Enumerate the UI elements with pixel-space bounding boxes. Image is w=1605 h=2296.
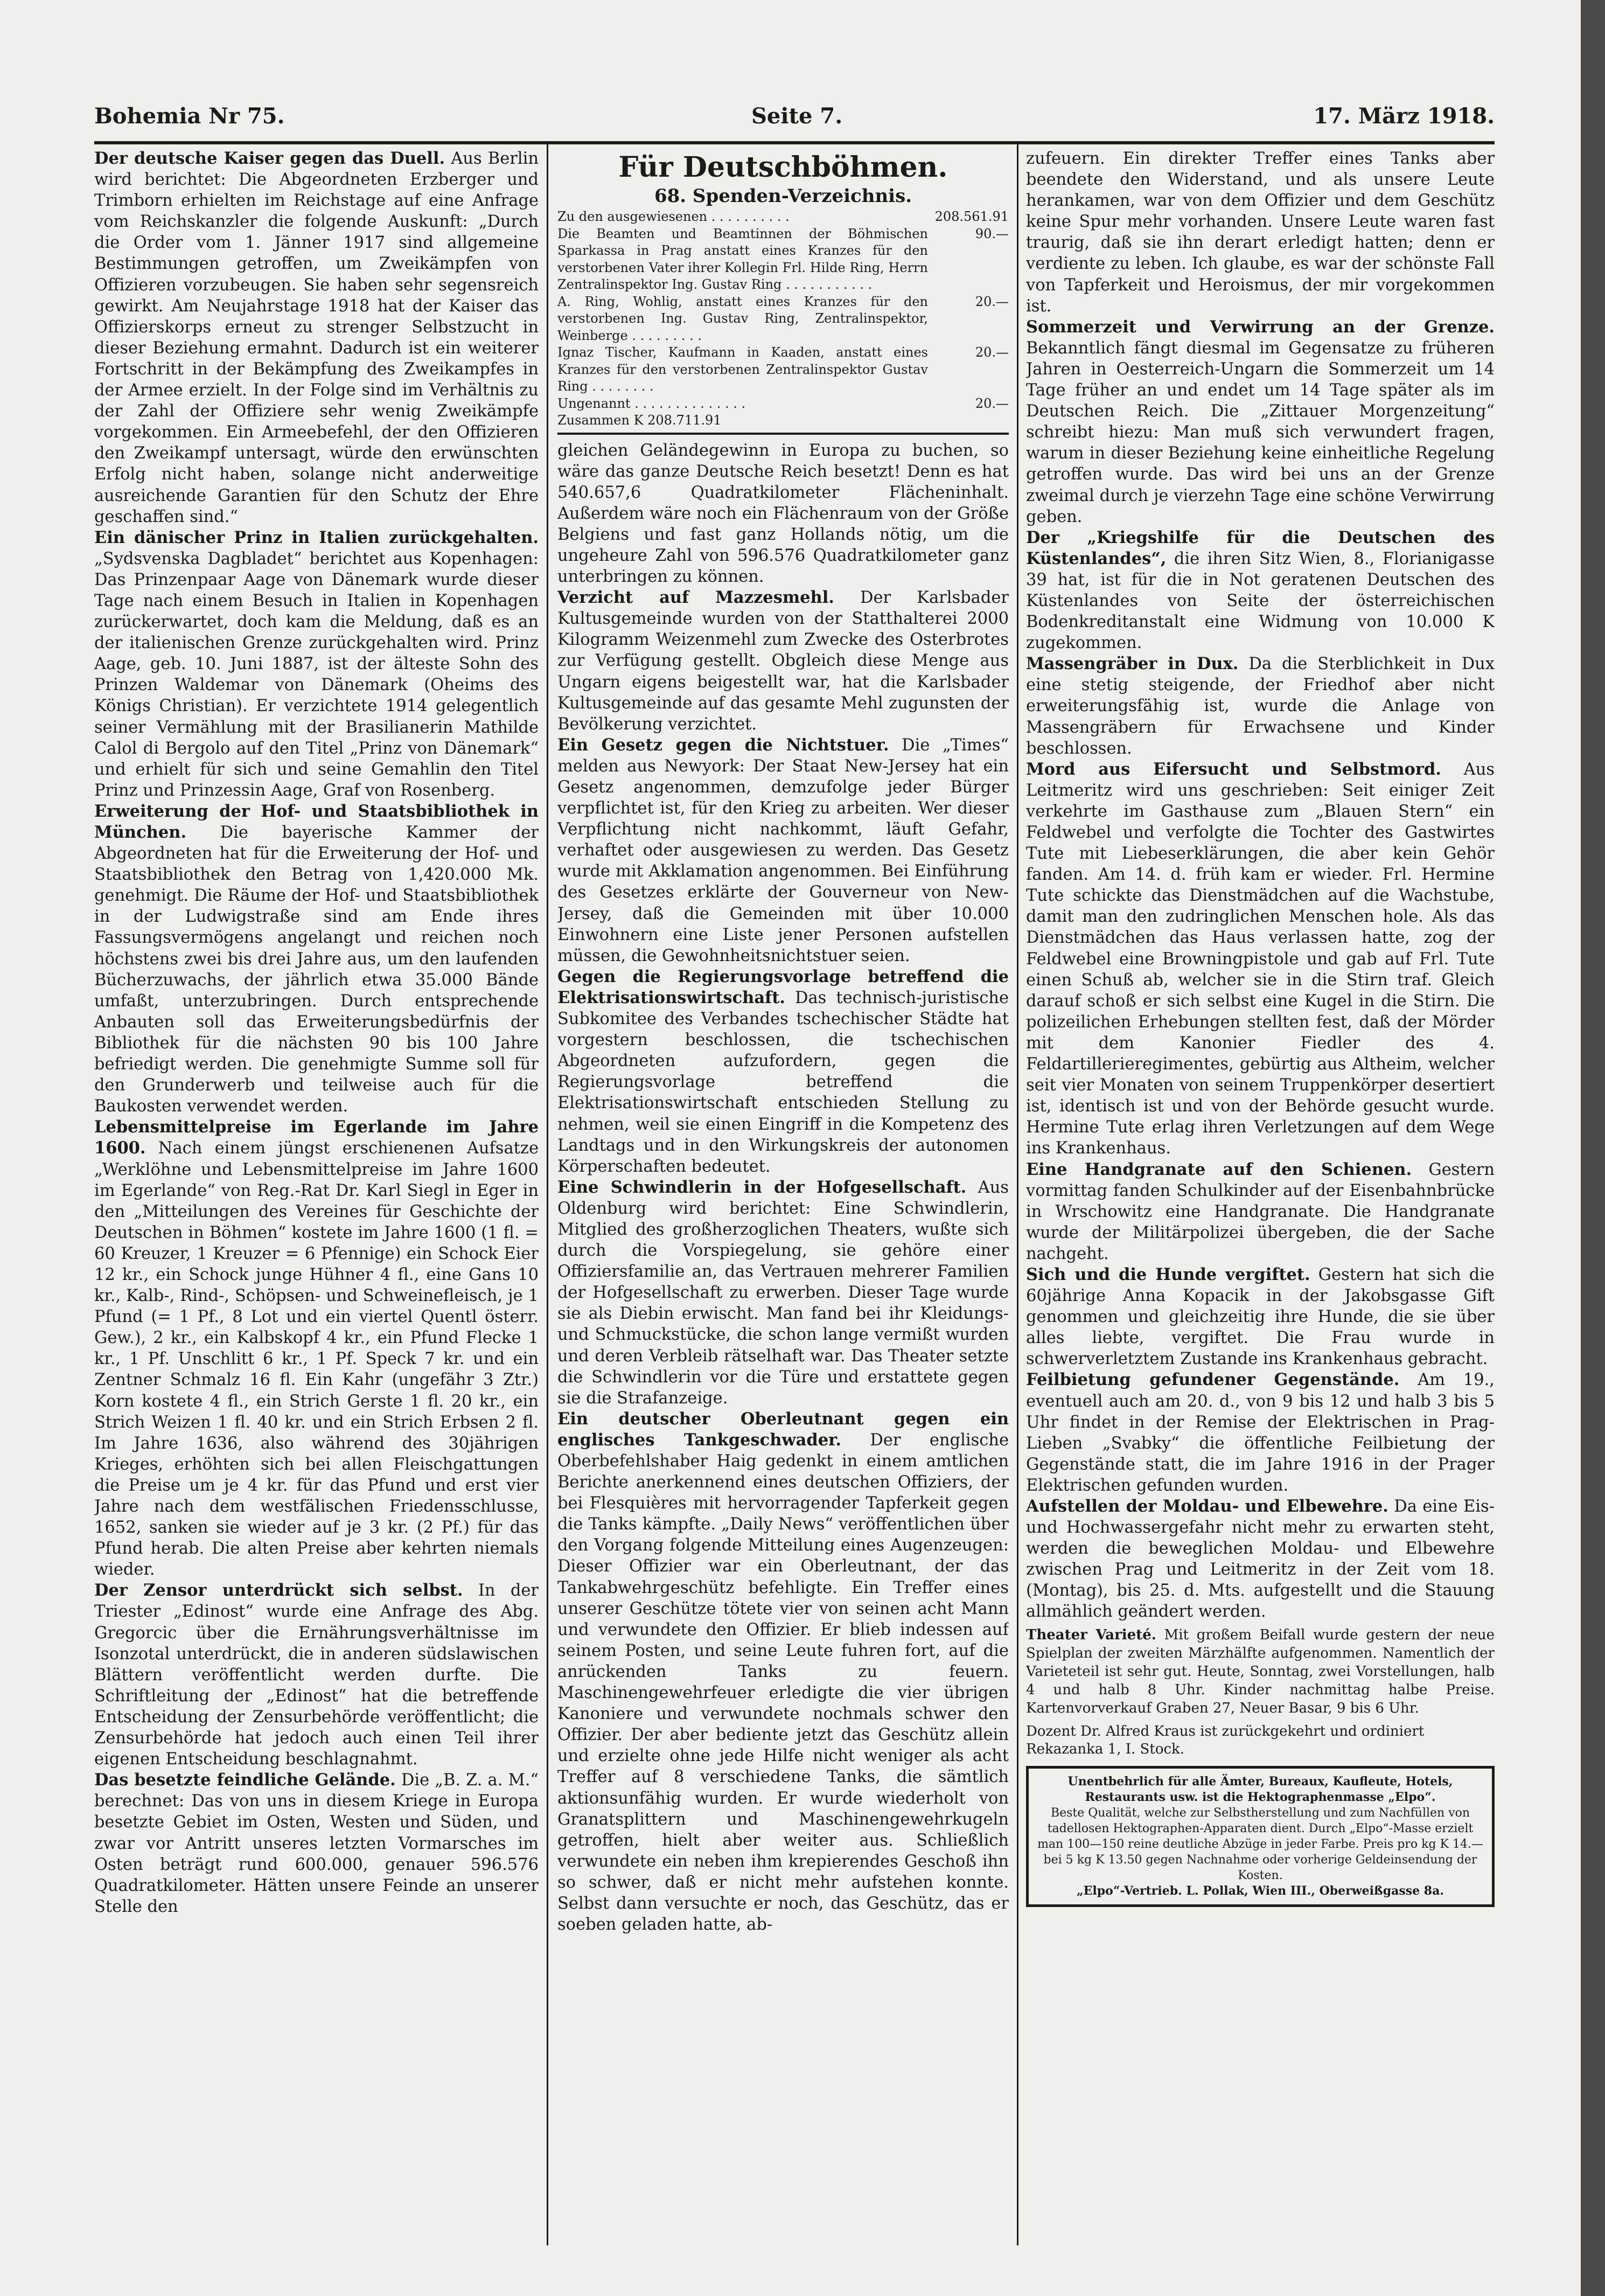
article <box>1026 148 1495 317</box>
article-body: Der englische Oberbefehlshaber Haig gedenkt in einem amtlichen Berichte anerkennend eines deutschen Offiziers, der bei Flesquières mit hervorragender Tapferkeit gegen die Tanks kämpfte. „Daily News“ veröffentlichen über den Vorgang folgende Mitteilung eines Augenzeugen: Dieser Offizier war ein Oberleutnant, der das Tankabwehrgeschütz befehligte. Ein Treffer eines unserer Geschütze tötete vier von seinen acht Mann und verwundete den Offizier. Er blieb indessen auf seinem Posten, und seine Leute fuhren fort, auf die anrückenden Tanks zu feuern. Maschinengewehrfeuer erledigte die vier übrigen Kanoniere und verwundete nochmals schwer den Offizier. Der aber bediente jetzt das Geschütz allein und erzielte ohne jede Hilfe nicht weniger als acht Treffer auf 8 verschiedene Tanks, die sämtlich aktionsunfähig wurden. Er wurde wiederholt von Granatsplittern und Maschinengewehrkugeln getroffen, hielt aber weiter aus. Schließlich verwundete ein neben ihm krepierendes Geschoß ihn so schwer, daß er nicht mehr aufstehen konnte. Selbst dann versuchte er noch, das Geschütz, das er soeben geladen hatte, ab- <box>557 1430 1009 1935</box>
header-rule <box>94 141 1495 144</box>
article-body: Nach einem jüngst erschienenen Aufsatze „Werklöhne und Lebensmittelpreise im Jahre 1600 im Egerlande“ von Reg.-Rat Dr. Karl Siegl in Eger in den „Mitteilungen des Vereines für Geschichte der Deutschen in Böhmen“ kostete im Jahre 1600 (1 fl. = 60 Kreuzer, 1 Kreuzer = 6 Pfennige) ein Schock Eier 12 kr., ein Schock junge Hühner 4 fl., eine Gans 10 kr., Kalb-, Rind-, Schöpsen- und Schweinefleisch, je 1 Pfund (= 1 Pf., 8 Lot und ein viertel Quentl österr. Gew.), 2 kr., ein Kalbskopf 4 kr., ein Pfund Flecke 1 kr., 1 Pf. Unschlitt 6 kr., 1 Pf. Speck 7 kr. und ein Zentner Schmalz 16 fl. Ein Kahr (ungefähr 3 Ztr.) Korn kostete 4 fl., ein Strich Gerste 1 fl. 20 kr., ein Strich Weizen 1 fl. 40 kr. und ein Strich Erbsen 2 fl. Im Jahre 1636, also während des 30jährigen Krieges, erhöhten sich bei allen Fleischgattungen die Preise um je 4 kr. für das Pfund und erst vier Jahre nach dem westfälischen Friedensschlusse, 1652, sanken sie wieder auf je 3 kr. (2 Pf.) für das Pfund herab. Die alten Preise aber kehrten niemals wieder. <box>94 1139 539 1580</box>
article-headline: Gegen die Regierungsvorlage betreffend die Elektrisationswirtschaft. <box>557 966 1009 1007</box>
article-body: Die „Times“ melden aus Newyork: Der Staat New-Jersey hat ein Gesetz angenommen, demzufolge jeder Bürger verpflichtet ist, für den Krieg zu arbeiten. Wer dieser Verpflichtung nicht nachkommt, läuft Gefahr, verhaftet oder ausgewiesen zu werden. Das Gesetz wurde mit Akklamation angenommen. Bei Einführung des Gesetzes erklärte der Gouverneur von New-Jersey, daß die Gemeinden mit über 10.000 Einwohnern eine Liste jener Personen aufstellen müssen, die Gewohnheitsnichtstuer seien. <box>557 735 1009 965</box>
article <box>1026 527 1495 654</box>
article-body: Das technisch-juristische Subkomitee des Verbandes tschechischer Städte hat vorgestern beschlossen, die tschechischen Abgeordneten aufzufordern, gegen die Regierungsvorlage betreffend die Elektrisationswirtschaft entschieden Stellung zu nehmen, weil sie einen Eingriff in die Kompetenz des Landtags und in den Wirkungskreis der autonomen Körperschaften bedeutet. <box>557 988 1009 1176</box>
scan-margin <box>1581 0 1605 2296</box>
article-headline: Eine Schwindlerin in der Hofgesellschaft. <box>557 1177 967 1197</box>
article-headline: Der deutsche Kaiser gegen das Duell. <box>94 149 445 168</box>
article-body: Die bayerische Kammer der Abgeordneten hat für die Erweiterung der Hof- und Staatsbibliothek den Betrag von 1,420.000 Mk. genehmigt. Die Räume der Hof- und Staatsbibliothek in der Ludwigstraße sind am Ende ihres Fassungsvermögens angelangt und reichen noch höchstens zwei bis drei Jahre aus, um den laufenden Bücherzuwachs, der jährlich etwa 35.000 Bände umfaßt, unterzubringen. Durch entsprechende Anbauten soll das Erweiterungsbedürfnis der Bibliothek für die nächsten 90 bis 100 Jahre befriedigt werden. Die genehmigte Summe soll für den Grunderwerb und teilweise auch für die Baukosten verwendet werden. <box>94 823 539 1116</box>
article <box>94 1117 539 1580</box>
article-body: Gestern vormittag fanden Schulkinder auf der Eisenbahnbrücke in Wrschowitz eine Handgranate. Die Handgranate wurde der Militärpolizei übergeben, die der Sache nachgeht. <box>1026 1160 1495 1263</box>
article <box>94 1770 539 1917</box>
article <box>94 801 539 1117</box>
donation-total: Zusammen K 208.711.91 <box>557 413 722 428</box>
article <box>557 587 1009 735</box>
theater-notice-text: Mit großem Beifall wurde gestern der neue Spielplan der zweiten Märzhälfte aufgenommen. Namentlich der Varieteteil ist sehr gut. Heute, Sonntag, zwei Vorstellungen, halb 4 und halb 8 Uhr. Kinder nachmittag halbe Preise. Kartenvorverkauf Graben 27, Neuer Basar, 9 bis 6 Uhr. <box>1026 1626 1495 1716</box>
article-headline: Der „Kriegshilfe für die Deutschen des Küstenlandes“, <box>1026 527 1495 568</box>
article <box>1026 1264 1495 1369</box>
article-headline: Massengräber in Dux. <box>1026 654 1239 674</box>
article <box>94 1580 539 1770</box>
article-body: Die „B. Z. a. M.“ berechnet: Das von uns in diesem Kriege in Europa besetzte Gebiet im Osten, Westen und Süden, und zwar vor Antritt unseres letzten Vormarsches im Osten beträgt rund 600.000, genauer 596.576 Quadratkilometer. Hätten unsere Feinde an unserer Stelle den <box>94 1771 539 1916</box>
donation-amount: 208.561.91 <box>934 209 1009 224</box>
donor-text: A. Ring, Wohlig, anstatt eines Kranzes für den verstorbenen Ing. Gustav Ring, Zentralinspektor, Weinberge . . . . . . . . . <box>557 294 928 343</box>
ad-lead: Unentbehrlich für alle Ämter, Bureaux, Kaufleute, Hotels, Restaurants usw. ist die Hektographenmasse „Elpo“. <box>1067 1774 1453 1804</box>
column-rule-2 <box>1017 144 1018 2245</box>
donation-amount: 20.— <box>975 294 1009 309</box>
donation-list <box>557 208 1009 412</box>
article <box>94 527 539 801</box>
donor-text: Die Beamten und Beamtinnen der Böhmischen Sparkassa in Prag anstatt eines Kranzes für den verstorbenen Vater ihrer Kollegin Frl. Hilde Ring, Herrn Zentralinspektor Ing. Gustav Ring . . . . . . . . . . . <box>557 226 928 292</box>
article-headline: Sommerzeit und Verwirrung an der Grenze. <box>1026 317 1495 337</box>
column-2-articles <box>557 440 1009 1936</box>
article-headline: Mord aus Eifersucht und Selbstmord. <box>1026 759 1441 779</box>
article-headline: Ein Gesetz gegen die Nichtstuer. <box>557 735 889 755</box>
donation-row <box>557 294 1009 345</box>
article <box>557 735 1009 966</box>
donor-text: Ungenannt . . . . . . . . . . . . . . <box>557 395 746 411</box>
article-headline: Feilbietung gefundener Gegenstände. <box>1026 1370 1400 1390</box>
article-headline: Eine Handgranate auf den Schienen. <box>1026 1159 1412 1179</box>
article-body: In der Triester „Edinost“ wurde eine Anfrage des Abg. Gregorcic über die Ernährungsverhältnisse im Isonzotal unterdrückt, die in anderen südslawischen Blättern veröffentlicht werden durfte. Die Schriftleitung der „Edinost“ hat die betreffende Entscheidung der Zensurbehörde veröffentlicht; die Zensurbehörde hat jedoch auch einen Teil ihrer eigenen Entscheidung beschlagnahmt. <box>94 1581 539 1769</box>
article-body: gleichen Geländegewinn in Europa zu buchen, so wäre das ganze Deutsche Reich besetzt! Denn es hat 540.657,6 Quadratkilometer Flächeninhalt. Außerdem wäre noch ein Flächenraum von der Größe Belgiens und fast ganz Hollands nötig, um die ungeheure Zahl von 596.576 Quadratkilometer ganz unterbringen zu können. <box>557 441 1009 587</box>
article-body: Gestern hat sich die 60jährige Anna Kopacik in der Jakobsgasse Gift genommen und gleichzeitig ihre Hunde, die sie über alles liebte, vergiftet. Die Frau wurde in schwerverletztem Zustande ins Krankenhaus gebracht. <box>1026 1265 1495 1369</box>
ad-vendor: „Elpo“-Vertrieb. L. Pollak, Wien III., Oberweißgasse 8a. <box>1076 1883 1444 1898</box>
article-headline: Erweiterung der Hof- und Staatsbibliothek in München. <box>94 801 539 842</box>
article <box>1026 759 1495 1159</box>
donor-text: Zu den ausgewiesenen . . . . . . . . . . <box>557 209 790 224</box>
article <box>557 966 1009 1177</box>
article-headline: Sich und die Hunde vergiftet. <box>1026 1264 1310 1284</box>
page-header <box>94 103 1495 141</box>
doctor-notice: Dozent Dr. Alfred Kraus ist zurückgekehrt und ordiniert Rekazanka 1, I. Stock. <box>1026 1723 1425 1757</box>
article <box>557 1409 1009 1935</box>
column-2 <box>557 148 1009 2255</box>
donation-list-subtitle: 68. Spenden-Verzeichnis. <box>654 185 912 207</box>
theater-notice-head: Theater Varieté. <box>1026 1626 1156 1643</box>
article-body: Aus Oldenburg wird berichtet: Eine Schwindlerin, Mitglied des großherzoglichen Theaters, wußte sich durch die Vorspiegelung, sie gehöre einer Offiziersfamilie an, das Vertrauen mehrerer Familien der Hofgesellschaft zu erwerben. Dieser Tage wurde sie als Diebin erwischt. Man fand bei ihr Kleidungs- und Schmuckstücke, die schon lange vermißt wurden und deren Verbleib rätselhaft war. Das Theater setzte die Schwindlerin vor die Türe und erstattete gegen sie die Strafanzeige. <box>557 1178 1009 1408</box>
article <box>1026 1369 1495 1496</box>
header-issue: Bohemia Nr 75. <box>94 103 285 129</box>
article-headline: Lebensmittelpreise im Egerlande im Jahre 1600. <box>94 1117 539 1158</box>
article-body: Da eine Eis- und Hochwassergefahr nicht mehr zu erwarten steht, werden die beweglichen Moldau- und Elbewehre zwischen Prag und Leitmeritz in der Zeit vom 18. (Montag), bis 25. d. Mts. aufgestellt und die Stauung allmählich geändert werden. <box>1026 1497 1495 1622</box>
article-body: Aus Leitmeritz wird uns geschrieben: Seit einiger Zeit verkehrte im Gasthause zum „Blauen Stern“ ein Feldwebel und verfolgte die Tochter des Gastwirtes Tute mit Liebeserklärungen, die aber kein Gehör fanden. Am 14. d. früh kam er wieder. Frl. Hermine Tute schickte das Dienstmädchen auf die Wachstube, damit man den zudringlichen Menschen hole. Als das Dienstmädchen das Haus verlassen hatte, zog der Feldwebel eine Browningpistole und gab auf Frl. Tute einen Schuß ab, welcher sie in die Stirn traf. Gleich darauf schoß er sich selbst eine Kugel in die Stirn. Die polizeilichen Erhebungen stellten fest, daß der Mörder mit dem Kanonier Fiedler des 4. Feldartillerieregimentes, gebürtig aus Altheim, welcher seit vier Monaten von seinem Truppenkörper desertiert ist, identisch ist und von der Behörde gesucht wurde. Hermine Tute erlag ihren Verletzungen auf dem Wege ins Krankenhaus. <box>1026 760 1495 1158</box>
article-body: Da die Sterblichkeit in Dux eine stetig steigende, der Friedhof aber nicht erweiterungsfähig ist, wurde die Anlage von Massengräbern für Erwachsene und Kinder beschlossen. <box>1026 655 1495 758</box>
theater-notice <box>1026 1626 1495 1717</box>
article <box>1026 317 1495 527</box>
article <box>1026 1496 1495 1623</box>
article-headline: Der Zensor unterdrückt sich selbst. <box>94 1581 463 1601</box>
column-1 <box>94 148 539 2255</box>
article <box>94 148 539 527</box>
article-headline: Das besetzte feindliche Gelände. <box>94 1770 396 1790</box>
donor-text: Ignaz Tischer, Kaufmann in Kaaden, anstatt eines Kranzes für den verstorbenen Zentralinspektor Gustav Ring . . . . . . . . <box>557 345 928 394</box>
donation-amount: 20.— <box>975 395 1009 411</box>
donation-list-title: Für Deutschböhmen. <box>618 151 948 184</box>
header-page-number: Seite 7. <box>751 103 843 129</box>
article-body: Bekanntlich fängt diesmal im Gegensatze zu früheren Jahren in Oesterreich-Ungarn die Sommerzeit um 14 Tage früher an und endet um 14 Tage später als im Deutschen Reich. Die „Zittauer Morgenzeitung“ schreibt hiezu: Man muß sich verwundert fragen, warum in dieser Beziehung keine einheitliche Regelung getroffen wurde. Das wird bei uns an der Grenze zweimal durch je vierzehn Tage eine schöne Verwirrung geben. <box>1026 338 1495 526</box>
article <box>557 1177 1009 1409</box>
donation-row <box>557 344 1009 395</box>
article-body: die ihren Sitz Wien, 8., Florianigasse 39 hat, ist für die in Not geratenen Deutschen des Küstenlandes von Seite der österreichischen Bodenkreditanstalt eine Widmung von 10.000 K zugekommen. <box>1026 549 1495 653</box>
advertisement-box <box>1026 1766 1495 1907</box>
donation-row <box>557 208 1009 226</box>
donation-amount: 90.— <box>975 226 1009 241</box>
article-headline: Aufstellen der Moldau- und Elbewehre. <box>1026 1497 1388 1516</box>
article <box>1026 1159 1495 1264</box>
article-headline: Ein deutscher Oberleutnant gegen ein englisches Tankgeschwader. <box>557 1409 1009 1450</box>
donation-amount: 20.— <box>975 345 1009 360</box>
column-3-articles <box>1026 148 1495 1623</box>
donation-list-rule <box>557 433 1009 435</box>
article-body: „Sydsvenska Dagbladet“ berichtet aus Kopenhagen: Das Prinzenpaar Aage von Dänemark wurde dieser Tage nach einem Besuch in Italien in Kopenhagen zurückerwartet, doch kam die Meldung, daß es an der italienischen Grenze zurückgehalten wird. Prinz Aage, geb. 10. Juni 1887, ist der älteste Sohn des Prinzen Waldemar von Dänemark (Oheims des Königs Christian). Er verzichtete 1914 gelegentlich seiner Vermählung mit der Brasilianerin Mathilde Calol di Bergolo auf den Titel „Prinz von Dänemark“ und erhielt für sich und seine Gemahlin den Titel Prinz und Prinzessin Aage, Graf von Rosenberg. <box>94 549 539 800</box>
article-body: Der Karlsbader Kultusgemeinde wurden von der Statthalterei 2000 Kilogramm Weizenmehl zum Zwecke des Osterbrotes zur Verfügung gestellt. Obgleich diese Menge aus Ungarn eigens beigestellt war, hat die Karlsbader Kultusgemeinde auf das gesamte Mehl zugunsten der Bevölkerung verzichtet. <box>557 588 1009 734</box>
article <box>557 440 1009 588</box>
article-body: Aus Berlin wird berichtet: Die Abgeordneten Erzberger und Trimborn erhielten im Reichstage auf eine Anfrage vom Reichskanzler die folgende Auskunft: „Durch die Order vom 1. Jänner 1917 sind allgemeine Bestimmungen getroffen, um Zweikämpfen von Offizieren vorzubeugen. Sie haben sehr segensreich gewirkt. Am Neujahrstage 1918 hat der Kaiser das Offizierskorps erneut zu strenger Selbstzucht in dieser Beziehung ermahnt. Dadurch ist ein weiterer Fortschritt in der Bekämpfung des Zweikampfes in der Armee erzielt. In der Folge sind im Verhältnis zu der Zahl der Offiziere sehr wenig Zweikämpfe vorgekommen. Ein Armeebefehl, der den Offizieren den Zweikampf untersagt, würde den erwünschten Erfolg nicht haben, solange nicht anderweitige ausreichende Garantien für den Schutz der Ehre geschaffen sind.“ <box>94 149 539 526</box>
column-rule-1 <box>547 144 548 2245</box>
donation-row <box>557 395 1009 413</box>
ad-body: Beste Qualität, welche zur Selbstherstellung und zum Nachfüllen von tadellosen Hektographen-Apparaten dient. Durch „Elpo“-Masse erzielt man 100—150 reine deutliche Abzüge in jeder Farbe. Preis pro kg K 14.— bei 5 kg K 13.50 gegen Nachnahme oder vorherige Geldeinsendung der Kosten. <box>1037 1806 1483 1882</box>
header-date: 17. März 1918. <box>1313 103 1495 129</box>
article-headline: Verzicht auf Mazzesmehl. <box>557 588 834 608</box>
column-3 <box>1026 148 1495 2255</box>
article-body: Am 19., eventuell auch am 20. d., von 9 bis 12 und halb 3 bis 5 Uhr findet in der Remise der Elektrischen in Prag-Lieben „Svabky“ die öffentliche Feilbietung der Gegenstände statt, die im Jahre 1916 in der Prager Elektrischen gefunden wurden. <box>1026 1370 1495 1495</box>
donation-row <box>557 226 1009 294</box>
article-body: zufeuern. Ein direkter Treffer eines Tanks aber beendete den Widerstand, und als unsere Leute herankamen, war von dem Offizier und dem Geschütz keine Spur mehr vorhanden. Unsere Leute waren fast traurig, daß sie ihn derart erledigt hatten; denn er verdiente zu leben. Ich glaube, es war der schönste Fall von Tapferkeit und Heroismus, der mir vorgekommen ist. <box>1026 149 1495 316</box>
article <box>1026 653 1495 759</box>
article-headline: Ein dänischer Prinz in Italien zurückgehalten. <box>94 527 539 547</box>
